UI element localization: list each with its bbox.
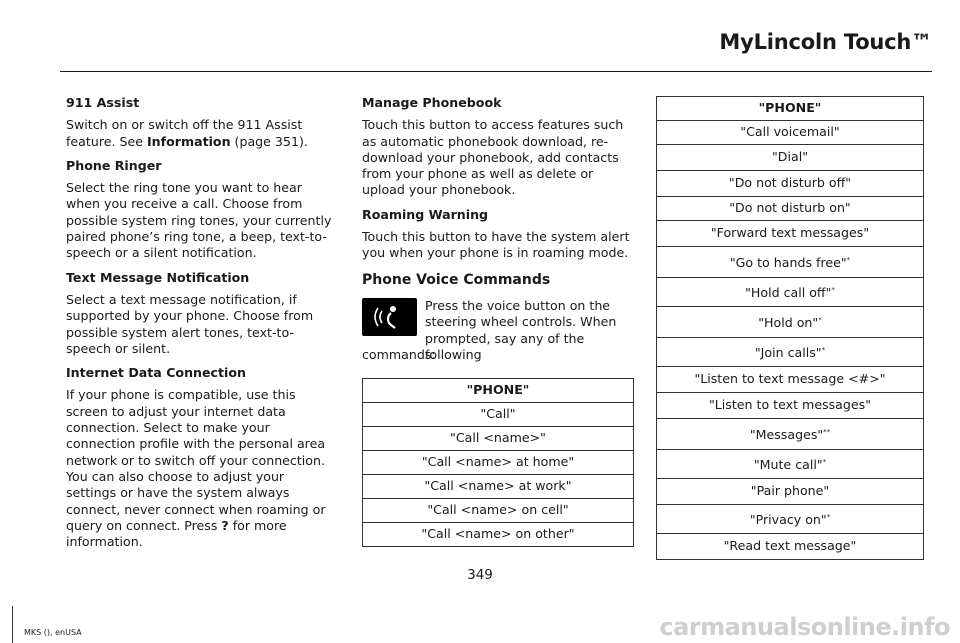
table-row [657, 450, 924, 479]
table-row [657, 505, 924, 534]
section-heading-911-assist: 911 Assist [66, 95, 140, 110]
command-text: "Go to hands free" [729, 255, 847, 271]
command-text: "Dial" [772, 149, 808, 165]
table-row: "Call <name> on cell" [363, 498, 634, 522]
table-row [657, 534, 924, 560]
table-row [657, 247, 924, 278]
column-right [656, 96, 924, 560]
table-header: "PHONE" [363, 378, 634, 402]
table-row [657, 393, 924, 419]
table-row [657, 171, 924, 197]
voice-instruction-line: Press the voice button on the steering wheel controls. When prompted, say any of the following [425, 297, 617, 362]
section-heading-roaming-warning: Roaming Warning [362, 206, 489, 222]
help-symbol: ? [221, 517, 229, 533]
table-row [657, 278, 924, 307]
text-fragment: (page 351). [230, 133, 308, 149]
footnote-marker: ** [823, 428, 831, 437]
section-text-911-assist [66, 117, 338, 150]
phone-commands-table-2 [656, 96, 924, 560]
table-row [657, 479, 924, 505]
command-text: "Privacy on" [749, 512, 827, 528]
command-text: "Join calls" [754, 345, 822, 361]
section-text-text-notification: Select a text message notification, if supported by your phone. Choose from possible system alert tones, text-to-speech or silent. [66, 291, 314, 356]
footnote-marker: * [826, 513, 831, 522]
header-title: MyLincoln Touch™ [719, 30, 932, 54]
section-text-internet-data [66, 387, 338, 550]
section-text-phone-ringer: Select the ring tone you want to hear when you receive a call. Choose from possible system ring tones, your currently paired phone’s ring tone, a beep, text-to-speech or a silent notification. [66, 180, 332, 261]
command-text: "Listen to text messages" [709, 397, 871, 413]
column-middle [362, 95, 634, 547]
table-row: "Call <name>" [363, 426, 634, 450]
text-fragment: for more information. [66, 517, 287, 550]
footnote-marker: * [831, 286, 835, 295]
section-heading-text-notification: Text Message Notification [66, 269, 250, 285]
footnote-marker: * [821, 346, 826, 355]
table-row: "Call <name> at work" [363, 474, 634, 498]
table-row [657, 121, 924, 145]
text-fragment: Switch on or switch off the 911 Assist feature. See [66, 117, 303, 149]
text-fragment: If your phone is compatible, use this screen to adjust your internet data connection. Select to make your connection profile with the personal area network or to switch off your connection. You can also choose to adjust your settings or have the system always connect, never connect when roaming or query on connect. Press [66, 387, 326, 533]
information-link[interactable]: Information [146, 133, 231, 149]
voice-instruction [362, 298, 634, 364]
table-row [657, 307, 924, 338]
footer-code: MKS (), enUSA [24, 628, 82, 637]
footnote-marker: * [822, 458, 827, 467]
command-text: "Mute call" [753, 457, 823, 473]
command-text: "Hold on" [758, 315, 819, 331]
command-text: "Messages" [749, 427, 824, 443]
command-text: "Do not disturb off" [728, 175, 852, 191]
section-heading-internet-data: Internet Data Connection [66, 365, 246, 381]
table-row [657, 419, 924, 450]
footnote-marker: * [846, 256, 851, 265]
phone-commands-table-1 [362, 378, 634, 547]
command-text: "Read text message" [723, 538, 857, 554]
section-heading-manage-phonebook: Manage Phonebook [362, 95, 502, 110]
column-left [66, 95, 338, 558]
table-row [657, 145, 924, 171]
table-row: "Call <name> on other" [363, 522, 634, 546]
table-row: "Call <name> at home" [363, 450, 634, 474]
section-text-roaming-warning: Touch this button to have the system alert you when your phone is in roaming mode. [362, 229, 630, 261]
command-text: "Call voicemail" [740, 124, 840, 140]
table-row [657, 338, 924, 367]
section-heading-phone-ringer: Phone Ringer [66, 157, 162, 173]
table-row [657, 367, 924, 393]
footnote-marker: * [818, 316, 822, 325]
command-text: "Forward text messages" [710, 225, 870, 241]
command-text: "Do not disturb on" [729, 200, 851, 216]
table-row: "Call" [363, 402, 634, 426]
watermark: carmanualsonline.info [659, 613, 950, 641]
section-text-manage-phonebook: Touch this button to access features such as automatic phonebook download, re-download your phonebook, add contacts from your phone as well as delete or upload your phonebook. [362, 117, 624, 198]
page-number: 349 [467, 567, 493, 583]
command-text: "Hold call off" [745, 285, 832, 301]
table-row [657, 221, 924, 247]
command-text: "Listen to text message <#>" [694, 371, 886, 387]
table-header: "PHONE" [657, 97, 924, 121]
section-heading-voice-commands: Phone Voice Commands [362, 271, 551, 288]
header-rule [60, 71, 932, 72]
command-text: "Pair phone" [750, 483, 830, 499]
voice-instruction-tail: commands: [362, 346, 436, 362]
crop-mark [12, 606, 13, 643]
table-row [657, 197, 924, 221]
